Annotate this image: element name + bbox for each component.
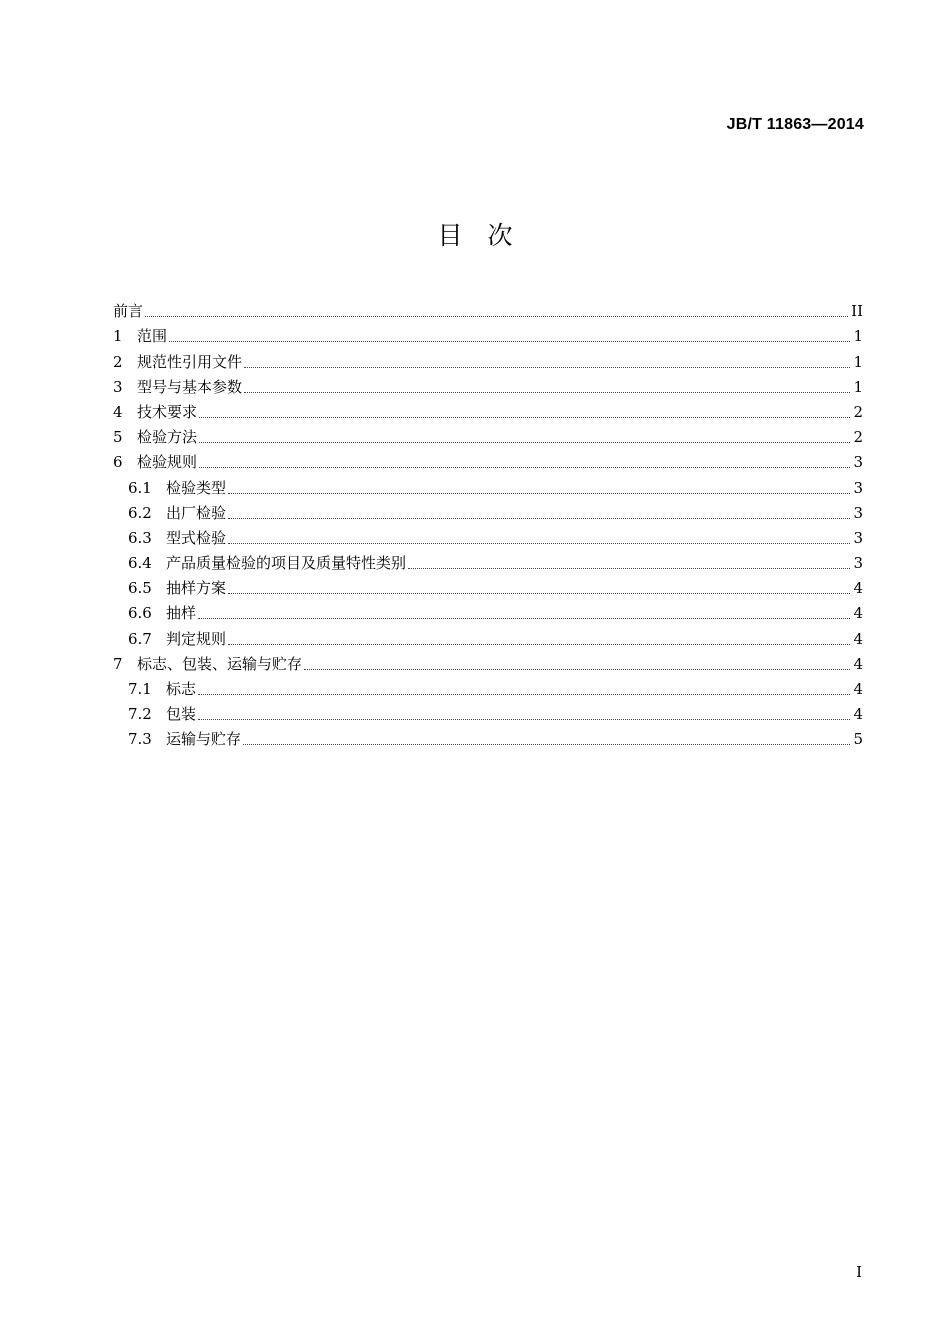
toc-entry-page: 2 <box>853 402 863 421</box>
toc-entry-number: 3 <box>113 377 123 396</box>
toc-entry-page: 2 <box>853 428 863 447</box>
toc-entry-number: 6.4 <box>128 554 152 573</box>
toc-entry[interactable] <box>113 447 863 472</box>
toc-entry-number: 6.2 <box>128 503 152 522</box>
dot-leader <box>244 367 850 368</box>
toc-entry-label: 标志 <box>166 680 197 698</box>
toc-entry[interactable] <box>113 422 863 447</box>
toc-entry-label: 检验规则 <box>137 453 198 472</box>
toc-entry-page: 4 <box>853 680 863 698</box>
dot-leader <box>228 493 850 494</box>
dot-leader <box>228 644 850 645</box>
toc-entry-label: 前言 <box>113 302 144 321</box>
toc-entry-page: 3 <box>853 478 863 497</box>
toc-entry[interactable] <box>113 724 863 749</box>
toc-entry[interactable] <box>113 573 863 598</box>
toc-entry[interactable] <box>113 296 863 321</box>
toc-entry-number: 4 <box>113 402 123 421</box>
toc-entry[interactable] <box>113 699 863 724</box>
toc-entry-number: 7.1 <box>128 680 152 698</box>
dot-leader <box>228 518 850 519</box>
toc-entry-label: 型式检验 <box>166 528 227 547</box>
dot-leader <box>199 417 850 418</box>
toc-entry-label: 包装 <box>166 705 197 724</box>
dot-leader <box>199 442 850 443</box>
toc-entry[interactable] <box>113 346 863 371</box>
toc-entry-page: 3 <box>853 503 863 522</box>
toc-entry-number: 7.2 <box>128 705 152 724</box>
toc-entry-page: 4 <box>853 579 863 598</box>
toc-entry-number: 6.7 <box>128 629 152 648</box>
dot-leader <box>199 467 850 468</box>
toc-entry[interactable] <box>113 548 863 573</box>
dot-leader <box>198 618 850 619</box>
toc-entry-number: 7.3 <box>128 730 152 749</box>
toc-entry-label: 检验类型 <box>166 478 227 497</box>
toc-entry[interactable] <box>113 523 863 548</box>
dot-leader <box>243 744 850 745</box>
toc-entry-page: 3 <box>853 453 863 472</box>
toc-title: 目 次 <box>437 221 513 250</box>
toc-entry-page: 1 <box>853 352 863 371</box>
toc-entry-label: 检验方法 <box>137 428 198 447</box>
toc-entry-label: 抽样 <box>166 604 197 623</box>
toc-entry-number: 6.6 <box>128 604 152 623</box>
toc-entry-number: 6.3 <box>128 528 152 547</box>
dot-leader <box>145 316 848 317</box>
toc-entry-number: 2 <box>113 352 123 371</box>
toc-entry-page: 3 <box>853 554 863 573</box>
toc-entry-number: 5 <box>113 428 123 447</box>
toc-entry-number: 7 <box>113 654 123 673</box>
toc-entry-page: 3 <box>853 528 863 547</box>
toc-entry-page: 1 <box>853 327 863 346</box>
toc-entry[interactable] <box>113 321 863 346</box>
toc-entry[interactable] <box>113 674 863 699</box>
standard-code: JB/T 11863—2014 <box>726 116 864 133</box>
toc-entry[interactable] <box>113 649 863 674</box>
toc-entry-label: 规范性引用文件 <box>137 352 243 371</box>
page-number: I <box>856 1263 862 1281</box>
toc-entry[interactable] <box>113 397 863 422</box>
toc-entry-page: II <box>851 302 863 321</box>
toc-entry-page: 4 <box>853 629 863 648</box>
toc-entry-label: 技术要求 <box>137 402 198 421</box>
toc-entry-number: 6 <box>113 453 123 472</box>
toc-entry-label: 范围 <box>137 327 168 346</box>
toc-entry-page: 4 <box>853 705 863 724</box>
toc-entry[interactable] <box>113 372 863 397</box>
dot-leader <box>408 568 850 569</box>
toc-entry-label: 出厂检验 <box>166 503 227 522</box>
dot-leader <box>169 341 850 342</box>
toc-entry-page: 5 <box>853 730 863 749</box>
toc-entry-number: 6.5 <box>128 579 152 598</box>
dot-leader <box>244 392 850 393</box>
toc-entry-label: 型号与基本参数 <box>137 377 243 396</box>
toc-entry-label: 运输与贮存 <box>166 730 242 749</box>
table-of-contents <box>113 296 863 749</box>
dot-leader <box>228 593 850 594</box>
toc-entry[interactable] <box>113 472 863 497</box>
toc-entry-page: 4 <box>853 654 863 673</box>
dot-leader <box>304 669 850 670</box>
toc-entry-page: 4 <box>853 604 863 623</box>
dot-leader <box>228 543 850 544</box>
toc-entry-label: 产品质量检验的项目及质量特性类别 <box>166 554 407 573</box>
dot-leader <box>198 719 850 720</box>
toc-entry[interactable] <box>113 498 863 523</box>
toc-entry[interactable] <box>113 623 863 648</box>
toc-entry-label: 标志、包装、运输与贮存 <box>137 654 303 673</box>
toc-entry-label: 抽样方案 <box>166 579 227 598</box>
toc-entry-page: 1 <box>853 377 863 396</box>
toc-entry-number: 1 <box>113 327 123 346</box>
dot-leader <box>198 694 850 695</box>
toc-entry-number: 6.1 <box>128 478 152 497</box>
toc-entry-label: 判定规则 <box>166 629 227 648</box>
toc-entry[interactable] <box>113 598 863 623</box>
